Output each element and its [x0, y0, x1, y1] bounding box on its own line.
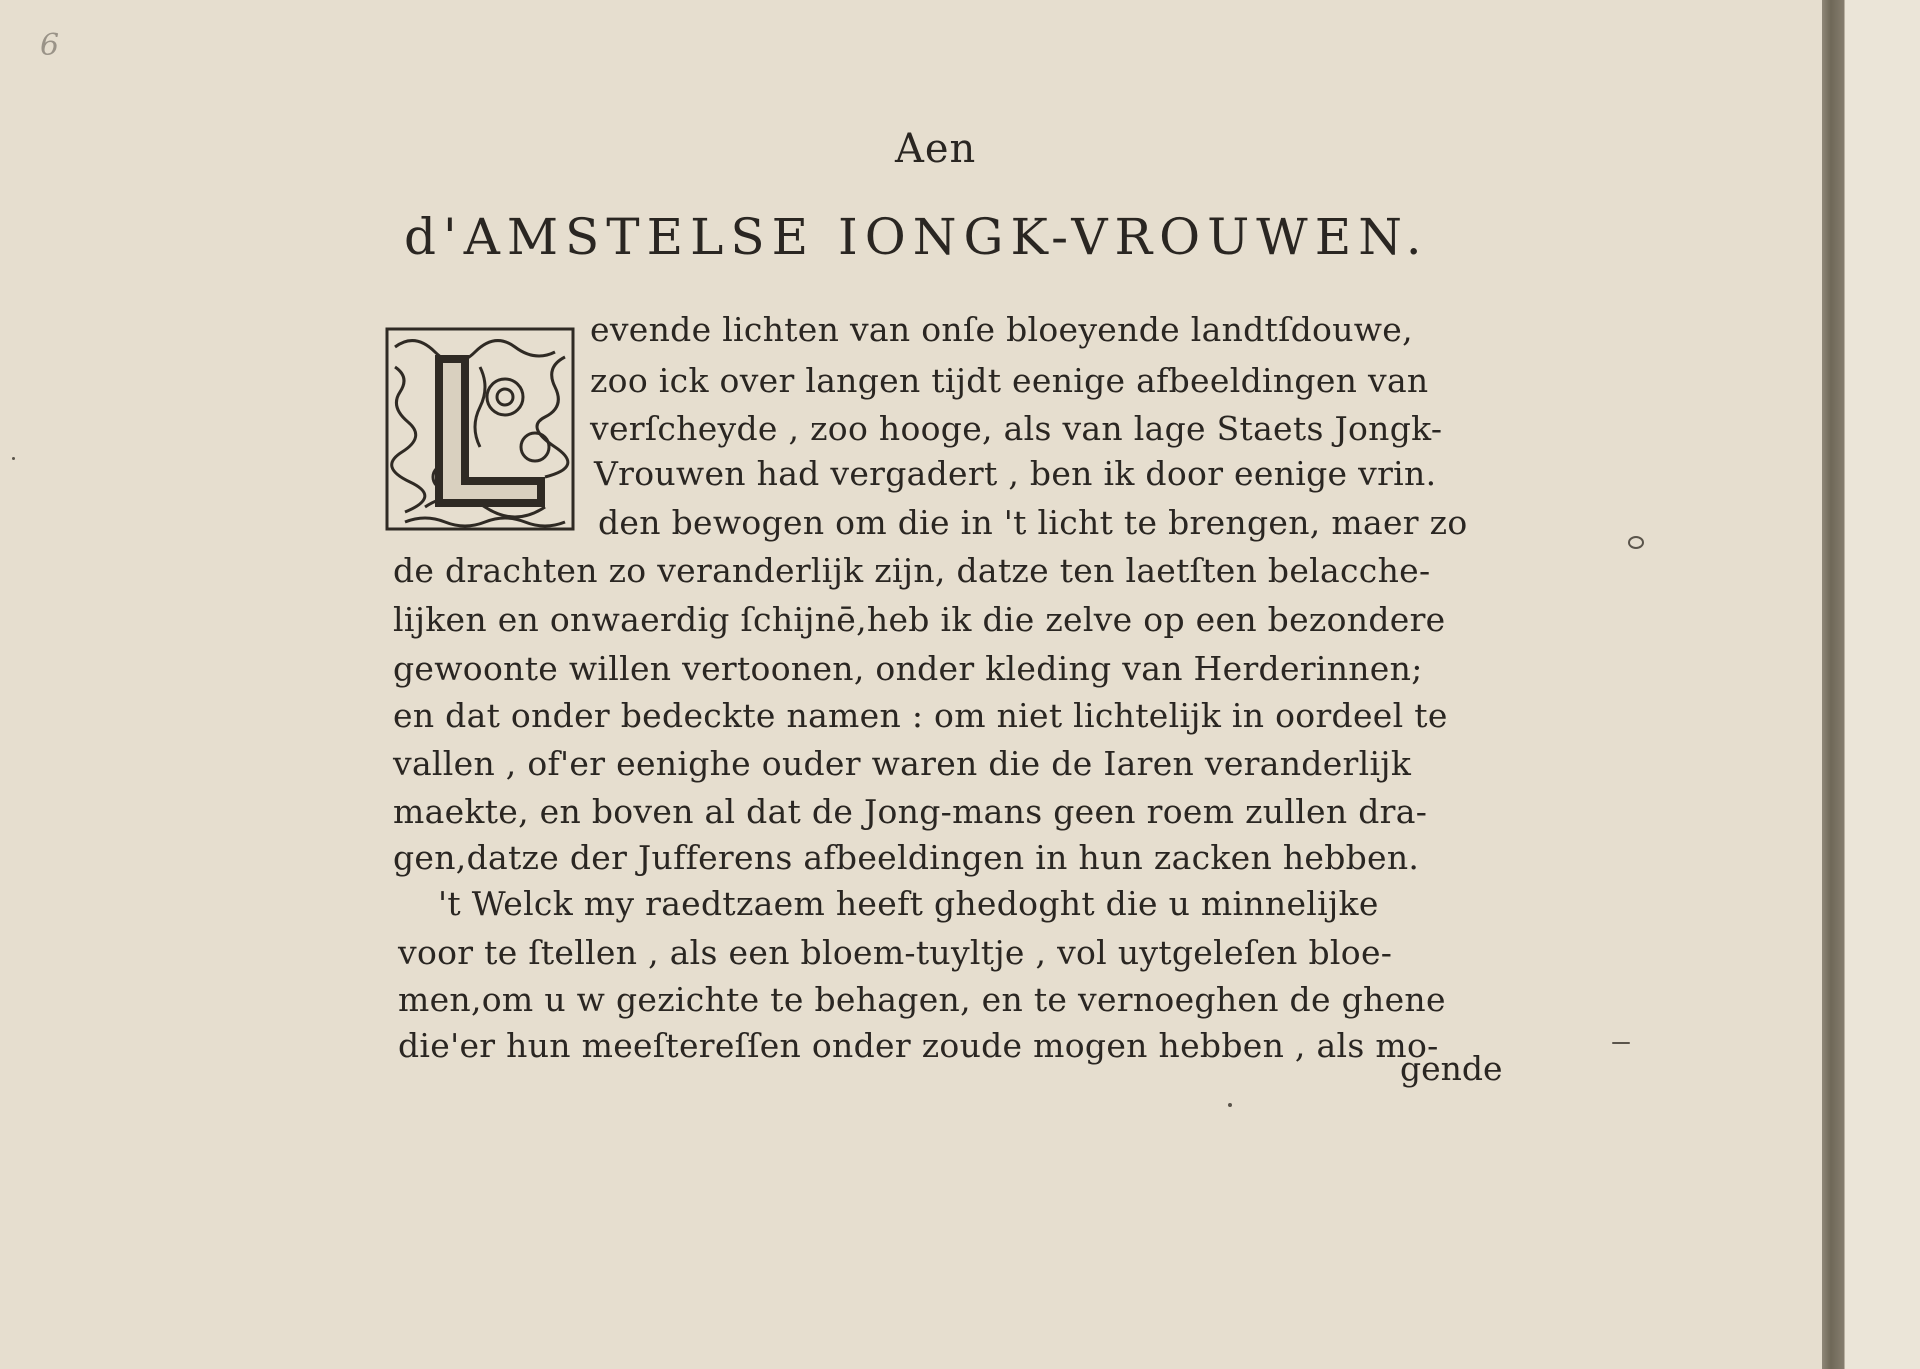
- text-line: lijken en onwaerdig ſchijnē,heb ik die zelve op een bezondere: [393, 600, 1446, 639]
- text-line: en dat onder bedeckte namen : om niet lichtelijk in oordeel te: [393, 696, 1448, 735]
- heading-title: d'AMSTELSE IONGK-VROUWEN.: [404, 208, 1429, 266]
- text-line: gen,datze der Jufferens afbeeldingen in hun zacken hebben.: [393, 838, 1420, 877]
- heading-aen: Aen: [895, 126, 977, 172]
- text-line: voor te ſtellen , als een bloem-tuyltje , vol uytgeleſen bloe-: [398, 933, 1393, 972]
- adjacent-page: [1844, 0, 1920, 1369]
- paper-speck: [1628, 536, 1644, 549]
- initial-letter-text: L: [438, 467, 439, 468]
- decorated-initial: [385, 327, 575, 531]
- text-line: 't Welck my raedtzaem heeft ghedoght die u minnelijke: [438, 884, 1379, 923]
- text-line: die'er hun meeſtereſſen onder zoude mogen hebben , als mo-: [398, 1026, 1439, 1065]
- text-line: de drachten zo veranderlijk zijn, datze ten laetſten belacche-: [393, 551, 1431, 590]
- text-line: gewoonte willen vertoonen, onder kleding van Herderinnen;: [393, 649, 1423, 688]
- binding-edge: [1822, 0, 1844, 1369]
- paper-speck: [1612, 1042, 1630, 1044]
- text-line: evende lichten van onſe bloeyende landtſdouwe,: [590, 310, 1413, 349]
- text-line: zoo ick over langen tijdt eenige afbeeldingen van: [590, 361, 1429, 400]
- text-line: maekte, en boven al dat de Jong-mans geen roem zullen dra-: [393, 792, 1428, 831]
- text-line: Vrouwen had vergadert , ben ik door eenige vrin.: [594, 454, 1437, 493]
- text-line: vallen , of'er eenighe ouder waren die de Iaren veranderlijk: [393, 744, 1412, 783]
- paper-speck: [12, 457, 15, 460]
- folio-number: 6: [40, 28, 60, 63]
- text-line: men,om u w gezichte te behagen, en te vernoeghen de ghene: [398, 980, 1446, 1019]
- text-line: verſcheyde , zoo hooge, als van lage Staets Jongk-: [590, 409, 1443, 448]
- catchword: gende: [1400, 1049, 1503, 1088]
- paper-speck: [1228, 1103, 1232, 1107]
- woodcut-initial-l-icon: [385, 327, 575, 531]
- text-line: den bewogen om die in 't licht te brengen, maer zo: [598, 503, 1468, 542]
